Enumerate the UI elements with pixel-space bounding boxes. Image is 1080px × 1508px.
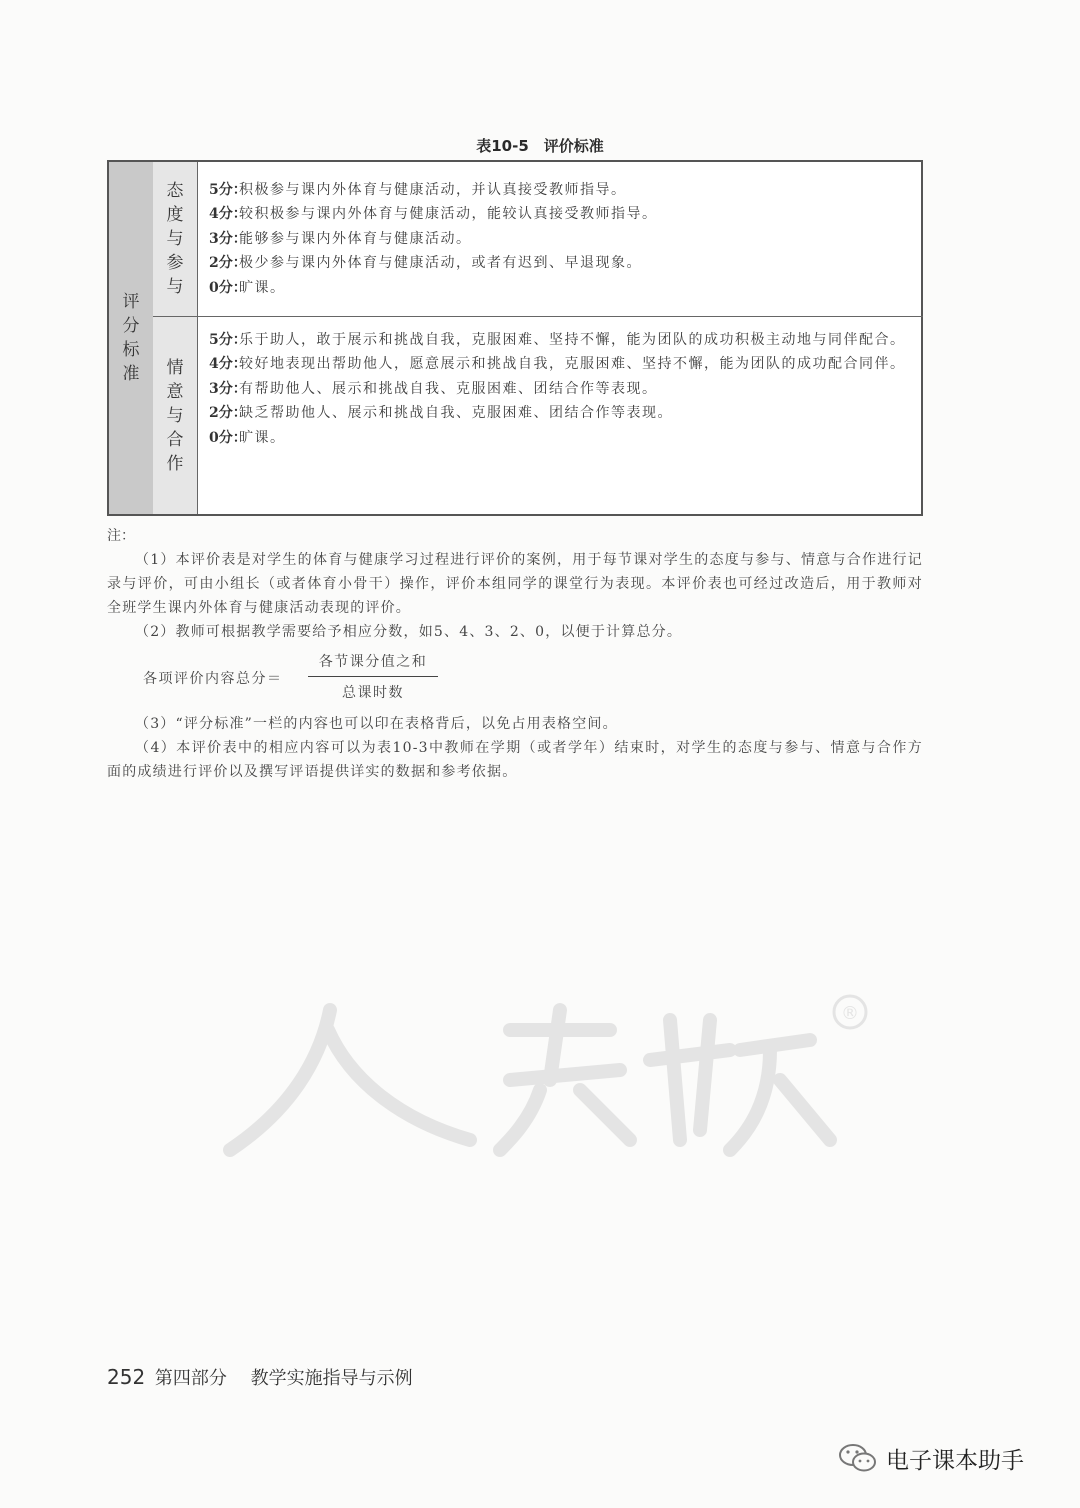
section-label-char: 合 <box>166 429 184 450</box>
notes-heading: 注： <box>107 528 135 544</box>
section-label-emotion <box>153 317 198 514</box>
criterion-line <box>209 426 915 450</box>
section-attitude <box>153 162 923 317</box>
footer-title: 教学实施指导与示例 <box>250 1368 413 1389</box>
score: 5分： <box>209 332 247 348</box>
brand-watermark <box>838 1440 1024 1476</box>
score: 0分： <box>209 279 247 296</box>
section-emotion <box>153 317 923 514</box>
section-label-char: 与 <box>166 405 184 426</box>
criterion-line <box>209 276 915 300</box>
criterion-line <box>209 401 915 425</box>
section-label-char: 参 <box>166 253 184 273</box>
criterion-line <box>209 227 915 251</box>
criterion-text: 较好地表现出帮助他人，愿意展示和挑战自我，克服困难、坚持不懈，能为团队的成功配合同伴。 <box>239 356 906 373</box>
wechat-icon <box>838 1442 878 1474</box>
publisher-watermark <box>210 990 890 1160</box>
criterion-text: 有帮助他人、展示和挑战自我、克服困难、团结合作等表现。 <box>239 380 658 397</box>
page-footer <box>107 1364 413 1390</box>
score: 4分： <box>209 206 247 223</box>
table-notes <box>107 524 923 644</box>
page-number: 252 <box>107 1365 146 1389</box>
criterion-text: 极少参与课内外体育与健康活动，或者有迟到、早退现象。 <box>239 255 642 272</box>
note-3: （3）“评分标准”一栏的内容也可以印在表格背后，以免占用表格空间。 <box>135 716 618 732</box>
fraction-bar <box>308 676 438 677</box>
criterion-line <box>209 251 915 275</box>
score: 4分： <box>209 356 247 373</box>
score: 5分： <box>209 182 247 198</box>
formula-numerator: 各节课分值之和 <box>318 654 428 670</box>
section-criteria <box>209 178 915 300</box>
note-1: （1）本评价表是对学生的体育与健康学习过程进行评价的案例，用于每节课对学生的态度与参与、情意与合作进行记录与评价，可由小组长（或者体育小骨干）操作，评价本组同学的课堂行为表现。本评价表也可经过改造后，用于教师对全班学生课内外体育与健康活动表现的评价。 <box>107 552 923 616</box>
formula-denominator: 总课时数 <box>342 685 404 701</box>
section-label-char: 意 <box>166 381 184 402</box>
table-title: 表10-5 评价标准 <box>476 137 604 155</box>
evaluation-table <box>107 160 923 516</box>
section-label-char: 态 <box>166 181 184 201</box>
main-label-char: 分 <box>122 316 140 336</box>
score: 3分： <box>209 380 247 397</box>
formula-lhs: 各项评价内容总分＝ <box>143 671 283 687</box>
criterion-line <box>209 178 915 202</box>
main-label-char: 准 <box>122 364 140 384</box>
main-label-char: 评 <box>122 292 140 312</box>
main-label-char: 标 <box>122 340 140 360</box>
criterion-line <box>209 202 915 226</box>
total-score-formula <box>143 650 463 710</box>
section-label-char: 与 <box>166 277 184 297</box>
criterion-text: 乐于助人，敢于展示和挑战自我，克服困难、坚持不懈，能为团队的成功积极主动地与同伴配合。 <box>239 332 906 348</box>
score: 2分： <box>209 405 247 422</box>
section-criteria <box>209 328 915 450</box>
note-2: （2）教师可根据教学需要给予相应分数，如5、4、3、2、0，以便于计算总分。 <box>135 624 683 640</box>
score: 3分： <box>209 230 247 247</box>
criterion-text: 旷课。 <box>239 429 286 446</box>
section-label-attitude <box>153 162 198 316</box>
registered-mark: ® <box>841 1003 859 1024</box>
main-category-label <box>109 162 154 514</box>
score: 2分： <box>209 255 247 272</box>
criterion-text: 积极参与课内外体育与健康活动，并认真接受教师指导。 <box>239 182 627 198</box>
criterion-text: 较积极参与课内外体育与健康活动，能较认真接受教师指导。 <box>239 206 658 223</box>
table-notes-continued <box>107 712 923 784</box>
criterion-text: 能够参与课内外体育与健康活动。 <box>239 230 472 247</box>
score: 0分： <box>209 429 247 446</box>
brand-name: 电子课本助手 <box>886 1447 1024 1474</box>
criterion-line <box>209 377 915 401</box>
section-label-char: 情 <box>166 357 184 378</box>
criterion-text: 旷课。 <box>239 279 286 296</box>
footer-part: 第四部分 <box>154 1368 227 1389</box>
section-label-char: 作 <box>166 453 184 474</box>
criterion-text: 缺乏帮助他人、展示和挑战自我、克服困难、团结合作等表现。 <box>239 405 673 422</box>
criterion-line <box>209 352 915 376</box>
section-label-char: 度 <box>166 205 184 225</box>
criterion-line <box>209 328 915 352</box>
watermark-text: 人教版 <box>210 990 213 991</box>
section-label-char: 与 <box>166 229 184 249</box>
note-4: （4）本评价表中的相应内容可以为表10-3中教师在学期（或者学年）结束时，对学生的态度与参与、情意与合作方面的成绩进行评价以及撰写评语提供详实的数据和参考依据。 <box>107 740 923 780</box>
formula-fraction <box>308 650 438 705</box>
